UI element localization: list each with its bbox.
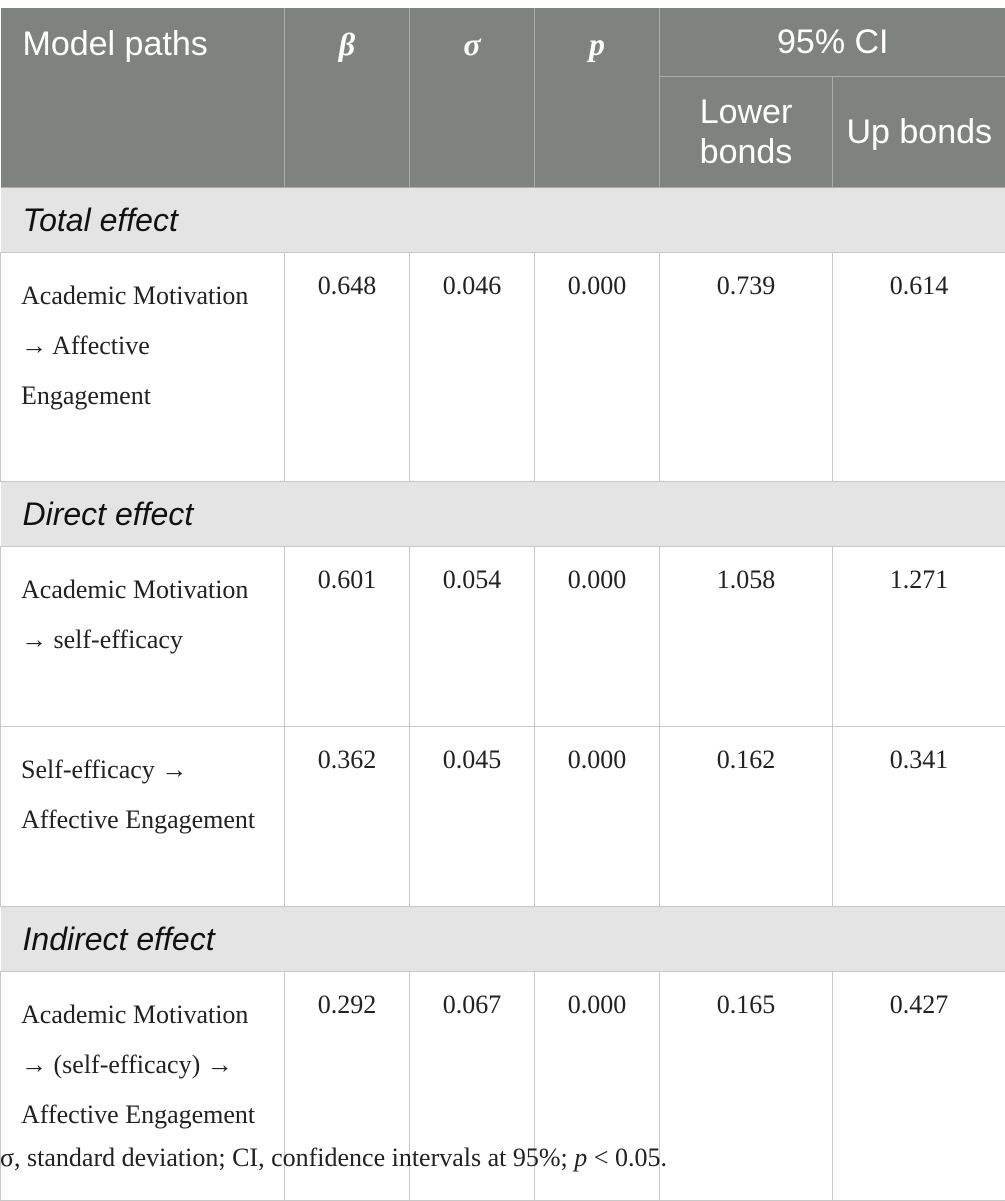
path-cell: Academic Motivation → Affective Engagement bbox=[1, 253, 285, 482]
header-p: p bbox=[535, 8, 660, 188]
footnote-text: σ, standard deviation; CI, confidence intervals at 95%; bbox=[0, 1143, 568, 1172]
beta-cell: 0.292 bbox=[285, 972, 410, 1201]
results-table-container bbox=[0, 8, 1005, 1201]
table-row bbox=[1, 727, 1005, 907]
table-body bbox=[1, 188, 1005, 1201]
p-cell: 0.000 bbox=[535, 253, 660, 482]
section-title: Total effect bbox=[1, 188, 1005, 253]
sigma-cell: 0.046 bbox=[410, 253, 535, 482]
upper-cell: 0.427 bbox=[833, 972, 1005, 1201]
beta-cell: 0.648 bbox=[285, 253, 410, 482]
section-title: Direct effect bbox=[1, 482, 1005, 547]
upper-cell: 1.271 bbox=[833, 547, 1005, 727]
table-row bbox=[1, 253, 1005, 482]
path-cell: Self-efficacy → Affective Engagement bbox=[1, 727, 285, 907]
path-cell: Academic Motivation → self-efficacy bbox=[1, 547, 285, 727]
header-upper-bonds: Up bonds bbox=[833, 77, 1005, 188]
upper-cell: 0.341 bbox=[833, 727, 1005, 907]
sigma-cell: 0.067 bbox=[410, 972, 535, 1201]
table-header bbox=[1, 8, 1005, 188]
lower-cell: 0.739 bbox=[660, 253, 833, 482]
header-beta: β bbox=[285, 8, 410, 188]
sigma-cell: 0.045 bbox=[410, 727, 535, 907]
section-row-indirect-effect bbox=[1, 907, 1005, 972]
p-cell: 0.000 bbox=[535, 972, 660, 1201]
p-cell: 0.000 bbox=[535, 547, 660, 727]
header-model-paths: Model paths bbox=[1, 8, 285, 188]
section-row-total-effect bbox=[1, 188, 1005, 253]
upper-cell: 0.614 bbox=[833, 253, 1005, 482]
footnote-p-condition: < 0.05. bbox=[587, 1143, 667, 1172]
p-cell: 0.000 bbox=[535, 727, 660, 907]
sigma-cell: 0.054 bbox=[410, 547, 535, 727]
header-sigma: σ bbox=[410, 8, 535, 188]
lower-cell: 1.058 bbox=[660, 547, 833, 727]
section-title: Indirect effect bbox=[1, 907, 1005, 972]
path-cell: Academic Motivation → (self-efficacy) → Affective Engagement bbox=[1, 972, 285, 1201]
lower-cell: 0.165 bbox=[660, 972, 833, 1201]
table-row bbox=[1, 547, 1005, 727]
header-lower-bonds: Lower bonds bbox=[660, 77, 833, 188]
section-row-direct-effect bbox=[1, 482, 1005, 547]
beta-cell: 0.362 bbox=[285, 727, 410, 907]
beta-cell: 0.601 bbox=[285, 547, 410, 727]
header-ci-group: 95% CI bbox=[660, 8, 1005, 77]
footnote-p-symbol: p bbox=[574, 1143, 587, 1172]
model-paths-table bbox=[0, 8, 1005, 1201]
lower-cell: 0.162 bbox=[660, 727, 833, 907]
table-footnote bbox=[0, 1143, 667, 1173]
